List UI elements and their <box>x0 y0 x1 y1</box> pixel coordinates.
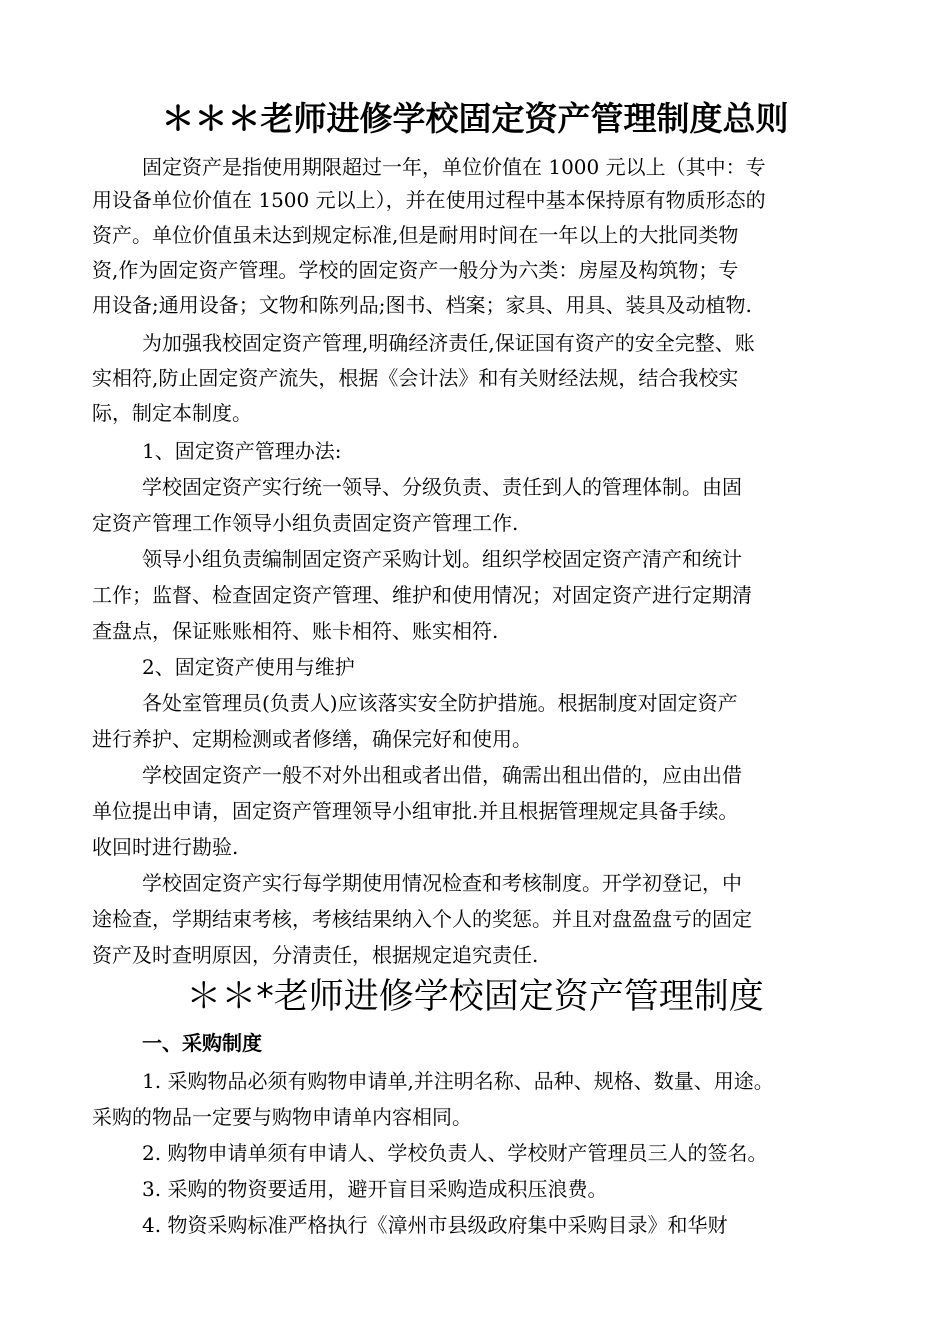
paragraph-line: 工作；监督、检查固定资产管理、维护和使用情况；对固定资产进行定期清 <box>92 583 752 607</box>
paragraph-line: 为加强我校固定资产管理,明确经济责任,保证国有资产的安全完整、账 <box>142 331 755 355</box>
paragraph-line: 学校固定资产实行每学期使用情况检查和考核制度。开学初登记，中 <box>142 871 742 895</box>
paragraph-line: 用设备单位价值在 1500 元以上），并在使用过程中基本保持原有物质形态的 <box>92 188 766 212</box>
document-title: ＊＊＊老师进修学校固定资产管理制度总则 <box>161 99 789 138</box>
paragraph-line: 学校固定资产实行统一领导、分级负责、责任到人的管理体制。由固 <box>142 475 742 499</box>
paragraph-line: 进行养护、定期检测或者修缮，确保完好和使用。 <box>92 727 532 751</box>
paragraph-line: 4. 物资采购标准严格执行《漳州市县级政府集中采购目录》和华财 <box>142 1213 728 1237</box>
paragraph-line: 定资产管理工作领导小组负责固定资产管理工作. <box>92 511 519 535</box>
paragraph-line: 途检查，学期结束考核，考核结果纳入个人的奖惩。并且对盘盈盘亏的固定 <box>92 907 752 931</box>
paragraph-line: 单位提出申请，固定资产管理领导小组审批.并且根据管理规定具备手续。 <box>92 799 739 823</box>
document-subtitle: ＊＊*老师进修学校固定资产管理制度 <box>186 977 764 1017</box>
paragraph-line: 查盘点，保证账账相符、账卡相符、账实相符. <box>92 619 499 643</box>
paragraph-line: 实相符,防止固定资产流失，根据《会计法》和有关财经法规，结合我校实 <box>92 366 739 390</box>
paragraph-line: 1. 采购物品必须有购物申请单,并注明名称、品种、规格、数量、用途。 <box>142 1069 774 1093</box>
paragraph-line: 各处室管理员(负责人)应该落实安全防护措施。根据制度对固定资产 <box>142 691 738 715</box>
section-heading-1: 1、固定资产管理办法: <box>142 439 342 463</box>
paragraph-line: 2. 购物申请单须有申请人、学校负责人、学校财产管理员三人的签名。 <box>142 1141 768 1165</box>
paragraph-line: 固定资产是指使用期限超过一年，单位价值在 1000 元以上（其中：专 <box>142 155 766 179</box>
paragraph-line: 资,作为固定资产管理。学校的固定资产一般分为六类：房屋及构筑物；专 <box>92 258 739 282</box>
paragraph-line: 收回时进行勘验. <box>92 835 239 859</box>
paragraph-line: 采购的物品一定要与购物申请单内容相同。 <box>92 1105 472 1129</box>
paragraph-line: 学校固定资产一般不对外出租或者出借，确需出租出借的，应由出借 <box>142 763 742 787</box>
paragraph-line: 资产及时查明原因，分清责任，根据规定追究责任. <box>92 943 539 967</box>
paragraph-line: 资产。单位价值虽未达到规定标准,但是耐用时间在一年以上的大批同类物 <box>92 223 739 247</box>
paragraph-line: 用设备;通用设备；文物和陈列品;图书、档案；家具、用具、装具及动植物. <box>92 293 752 317</box>
section-heading-procurement: 一、采购制度 <box>142 1031 262 1055</box>
paragraph-line: 3. 采购的物资要适用，避开盲目采购造成积压浪费。 <box>142 1177 608 1201</box>
paragraph-line: 领导小组负责编制固定资产采购计划。组织学校固定资产清产和统计 <box>142 547 742 571</box>
section-heading-2: 2、固定资产使用与维护 <box>142 655 355 679</box>
paragraph-line: 际，制定本制度。 <box>92 401 252 425</box>
